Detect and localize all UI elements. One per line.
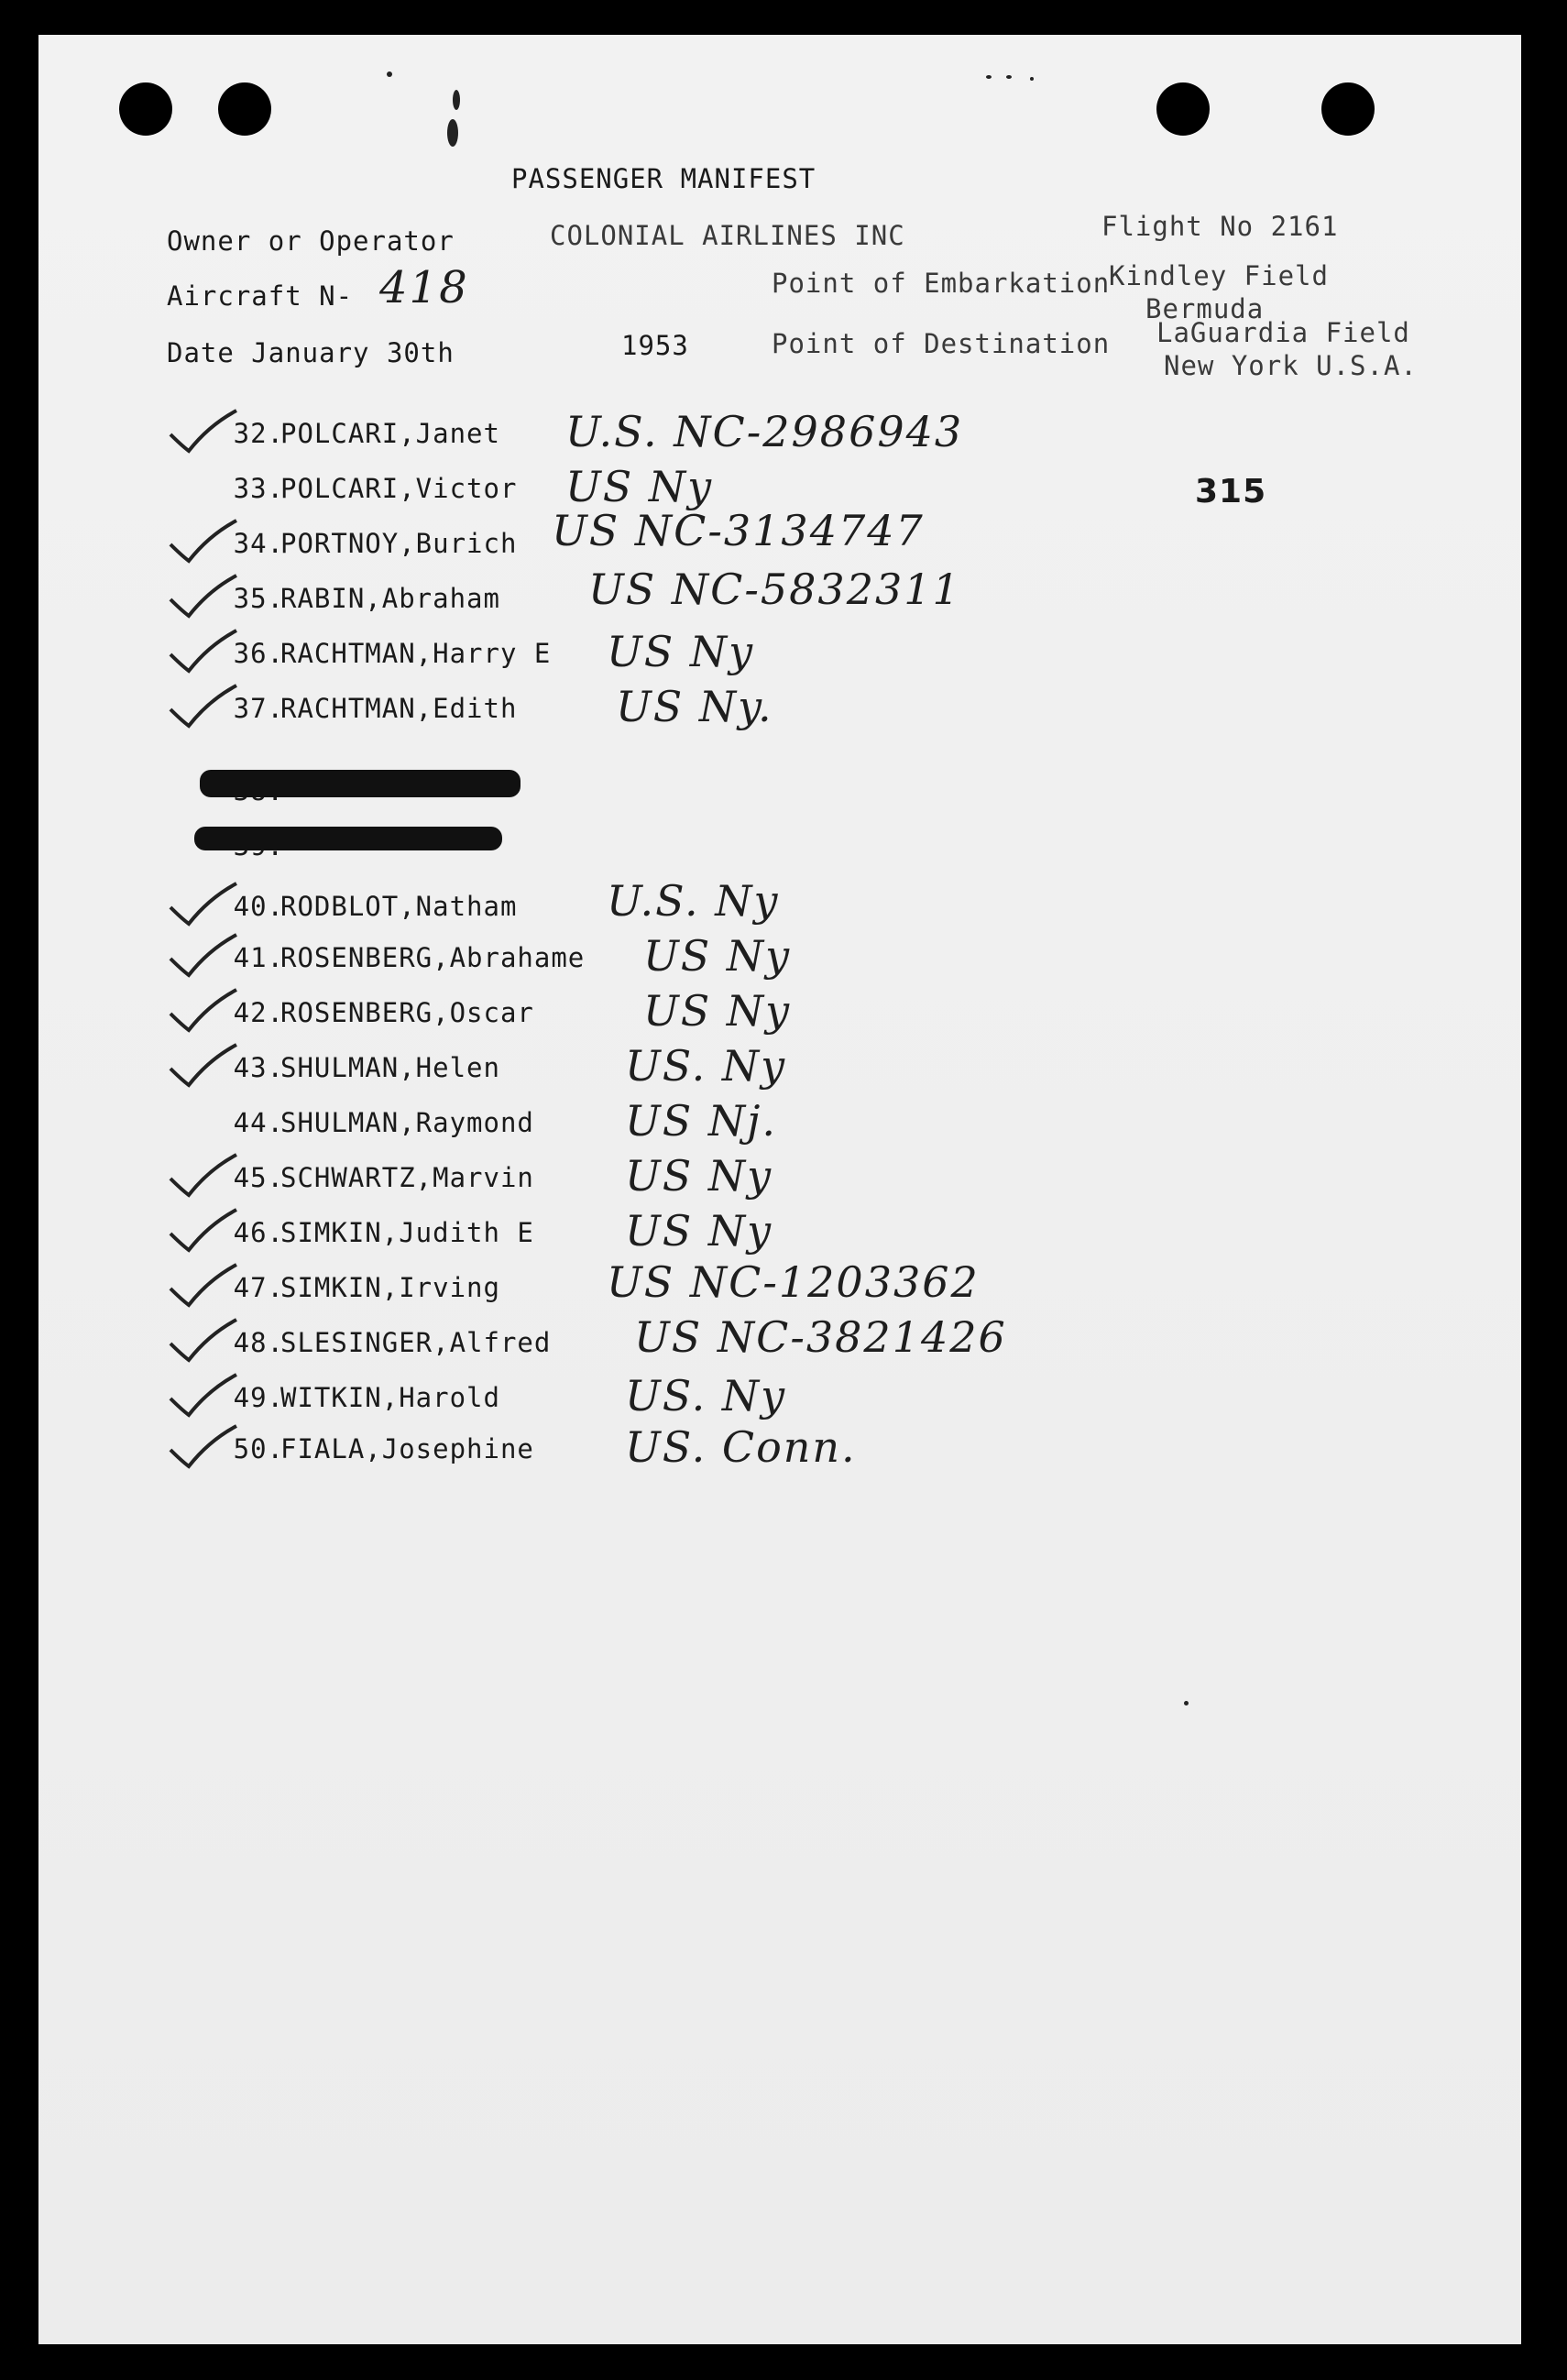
ink-speck	[387, 71, 392, 77]
passenger-number: 40.	[233, 891, 284, 922]
passenger-number: 49.	[233, 1382, 284, 1413]
passenger-note: US NC-5832311	[588, 565, 961, 614]
passenger-note: US. Conn.	[625, 1422, 857, 1472]
passenger-row	[38, 1422, 1521, 1479]
redaction-bar	[200, 770, 521, 797]
ink-speck	[1006, 75, 1012, 79]
passenger-note: US Ny	[625, 1206, 773, 1256]
point-embarkation-value: Kindley Field	[1109, 260, 1329, 291]
passenger-name: PORTNOY,Burich	[280, 528, 518, 559]
passenger-note: US NC-3821426	[634, 1312, 1007, 1362]
passenger-note: US Ny	[565, 462, 714, 511]
passenger-row	[38, 627, 1521, 684]
aircraft-number-handwritten: 418	[379, 262, 469, 313]
passenger-number: 48.	[233, 1327, 284, 1358]
passenger-number: 37.	[233, 693, 284, 724]
passenger-name: WITKIN,Harold	[280, 1382, 500, 1413]
flight-number: Flight No 2161	[1101, 211, 1339, 242]
passenger-note: US Ny	[643, 931, 792, 981]
passenger-row	[38, 1312, 1521, 1373]
passenger-note: US Ny	[607, 627, 755, 676]
ink-speck	[1184, 1701, 1189, 1705]
passenger-row	[38, 1041, 1521, 1098]
passenger-note: US Nj.	[625, 1096, 778, 1146]
redaction-bar	[194, 827, 502, 850]
passenger-row	[38, 682, 1521, 739]
passenger-name: POLCARI,Janet	[280, 418, 500, 449]
passenger-row-redacted	[38, 775, 1521, 821]
date-label: Date January 30th	[167, 337, 455, 368]
passenger-note: US Ny	[643, 986, 792, 1036]
point-destination-value: LaGuardia Field	[1156, 317, 1410, 348]
passenger-note: US NC-1203362	[607, 1257, 980, 1307]
ink-speck	[986, 75, 992, 79]
passenger-row	[38, 1371, 1521, 1428]
passenger-name: ROSENBERG,Abrahame	[280, 942, 586, 973]
passenger-row	[38, 407, 1521, 464]
passenger-name: SCHWARTZ,Marvin	[280, 1162, 534, 1193]
ink-speck	[1030, 77, 1034, 81]
point-destination-label: Point of Destination	[772, 328, 1111, 359]
passenger-note: US Ny	[625, 1151, 773, 1201]
passenger-number: 50.	[233, 1433, 284, 1464]
ink-speck	[453, 90, 460, 110]
passenger-name: RABIN,Abraham	[280, 583, 500, 614]
passenger-row	[38, 565, 1521, 629]
passenger-name: SHULMAN,Helen	[280, 1052, 500, 1083]
passenger-row-redacted	[38, 830, 1521, 876]
passenger-name: RACHTMAN,Harry E	[280, 638, 552, 669]
passenger-name: SHULMAN,Raymond	[280, 1107, 534, 1138]
passenger-number: 35.	[233, 583, 284, 614]
owner-label: Owner or Operator	[167, 225, 455, 257]
passenger-note: US. Ny	[625, 1041, 787, 1091]
point-destination-value-2: New York U.S.A.	[1164, 350, 1418, 381]
manifest-page	[38, 35, 1521, 2344]
passenger-number: 45.	[233, 1162, 284, 1193]
page-number: 315	[1195, 473, 1267, 510]
passenger-row	[38, 1151, 1521, 1208]
passenger-row	[38, 986, 1521, 1043]
passenger-number: 47.	[233, 1272, 284, 1303]
passenger-row	[38, 931, 1521, 988]
passenger-note: US. Ny	[625, 1371, 787, 1420]
passenger-name: RACHTMAN,Edith	[280, 693, 518, 724]
manifest-title: PASSENGER MANIFEST	[511, 163, 816, 194]
punch-hole	[1321, 82, 1375, 136]
passenger-row	[38, 1257, 1521, 1318]
passenger-name: FIALA,Josephine	[280, 1433, 534, 1464]
passenger-name: SIMKIN,Irving	[280, 1272, 500, 1303]
punch-hole	[218, 82, 271, 136]
passenger-name: ROSENBERG,Oscar	[280, 997, 534, 1028]
passenger-number: 46.	[233, 1217, 284, 1248]
passenger-name: POLCARI,Victor	[280, 473, 518, 504]
punch-hole	[1156, 82, 1210, 136]
year: 1953	[621, 330, 689, 361]
point-embarkation-label: Point of Embarkation	[772, 268, 1111, 299]
passenger-number: 43.	[233, 1052, 284, 1083]
passenger-row	[38, 1206, 1521, 1263]
owner-value: COLONIAL AIRLINES INC	[550, 220, 905, 251]
passenger-number: 41.	[233, 942, 284, 973]
passenger-number: 36.	[233, 638, 284, 669]
punch-hole	[119, 82, 172, 136]
passenger-name: SLESINGER,Alfred	[280, 1327, 552, 1358]
passenger-row	[38, 1096, 1521, 1153]
passenger-number: 44.	[233, 1107, 284, 1138]
passenger-note: U.S. NC-2986943	[565, 407, 964, 456]
ink-speck	[447, 119, 458, 147]
passenger-row	[38, 876, 1521, 937]
passenger-note: U.S. Ny	[607, 876, 780, 926]
point-embarkation-value-2: Bermuda	[1145, 293, 1265, 324]
passenger-note: US NC-3134747	[552, 506, 925, 555]
aircraft-label: Aircraft N-	[167, 280, 354, 312]
passenger-number: 42.	[233, 997, 284, 1028]
passenger-number: 34.	[233, 528, 284, 559]
passenger-name: RODBLOT,Natham	[280, 891, 518, 922]
passenger-number: 32.	[233, 418, 284, 449]
passenger-name: SIMKIN,Judith E	[280, 1217, 534, 1248]
passenger-note: US Ny.	[616, 682, 773, 731]
passenger-number: 33.	[233, 473, 284, 504]
